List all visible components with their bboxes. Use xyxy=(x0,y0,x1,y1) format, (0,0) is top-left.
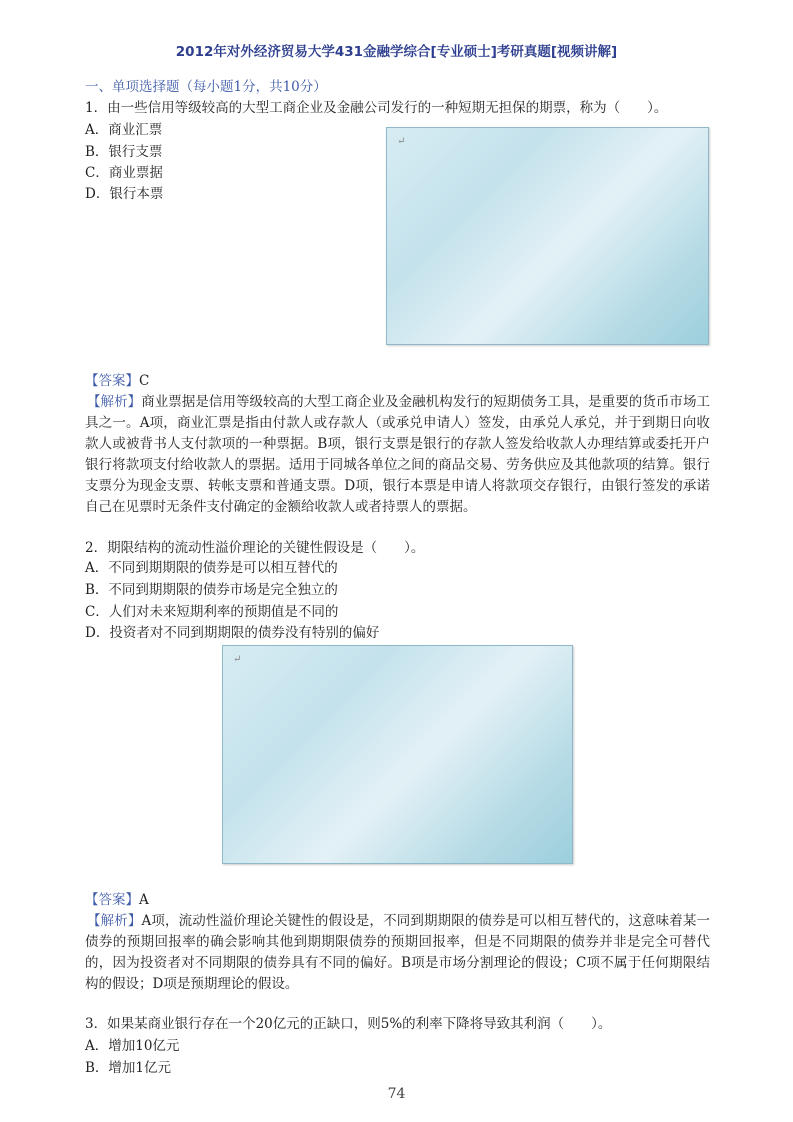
question-2-stem: 2．期限结构的流动性溢价理论的关键性假设是（ ）。 xyxy=(85,540,425,556)
answer-2 xyxy=(85,890,149,911)
question-2-option-b: B．不同到期期限的债券市场是完全独立的 xyxy=(85,582,338,598)
section-heading: 一、单项选择题（每小题1分，共10分） xyxy=(85,79,327,95)
question-2-option-a: A．不同到期期限的债券是可以相互替代的 xyxy=(85,560,338,576)
answer-value: C xyxy=(139,373,150,389)
page-number: 74 xyxy=(387,1086,406,1102)
analysis-1 xyxy=(85,392,710,518)
analysis-text: 商业票据是信用等级较高的大型工商企业及金融机构发行的短期债务工具，是重要的货币市场工具之一。A项，商业汇票是指由付款人或存款人（或承兑申请人）签发，由承兑人承兑，并于到期日向收款人或被背书人支付款项的一种票据。B项，银行支票是银行的存款人签发给收款人办理结算或委托开户银行将款项支付给收款人的票据。适用于同城各单位之间的商品交易、劳务供应及其他款项的结算。银行支票分为现金支票、转帐支票和普通支票。D项，银行本票是申请人将款项交存银行，由银行签发的承诺自己在见票时无条件支付确定的金额给收款人或者持票人的票据。 xyxy=(85,394,711,515)
question-1-option-a: A．商业汇票 xyxy=(85,122,163,138)
analysis-text: A项，流动性溢价理论关键性的假设是，不同到期期限的债券是可以相互替代的，这意味着某一债券的预期回报率的确会影响其他到期期限债券的预期回报率，但是不同期限的债券并非是完全可替代的，因为投资者对不同期限的债券具有不同的偏好。B项是市场分割理论的假设；C项不属于任何期限结构的假设；D项是预期理论的假设。 xyxy=(85,913,711,992)
analysis-label: 【解析】 xyxy=(87,913,142,929)
video-player-1[interactable] xyxy=(386,127,709,345)
question-1-stem: 1．由一些信用等级较高的大型工商企业及金融公司发行的一种短期无担保的期票，称为（ ）。 xyxy=(85,100,668,116)
answer-value: A xyxy=(139,892,149,908)
return-mark-icon: ↵ xyxy=(397,136,406,147)
question-1-option-b: B．银行支票 xyxy=(85,144,163,160)
return-mark-icon: ↵ xyxy=(233,654,242,665)
answer-1 xyxy=(85,371,149,392)
analysis-2 xyxy=(85,911,710,995)
answer-label: 【答案】 xyxy=(85,373,139,389)
question-1-option-d: D．银行本票 xyxy=(85,186,164,202)
question-3-option-b: B．增加1亿元 xyxy=(85,1060,172,1076)
page-title: 2012年对外经济贸易大学431金融学综合[专业硕士]考研真题[视频讲解] xyxy=(175,44,618,60)
question-2-option-d: D．投资者对不同到期期限的债券没有特别的偏好 xyxy=(85,625,380,641)
question-2-option-c: C．人们对未来短期利率的预期值是不同的 xyxy=(85,604,339,620)
answer-label: 【答案】 xyxy=(85,892,139,908)
video-player-2[interactable] xyxy=(222,645,573,864)
analysis-label: 【解析】 xyxy=(87,394,142,410)
question-3-option-a: A．增加10亿元 xyxy=(85,1038,180,1054)
question-3-stem: 3．如果某商业银行存在一个20亿元的正缺口，则5%的利率下降将导致其利润（ ）。 xyxy=(85,1016,612,1032)
question-1-option-c: C．商业票据 xyxy=(85,165,163,181)
